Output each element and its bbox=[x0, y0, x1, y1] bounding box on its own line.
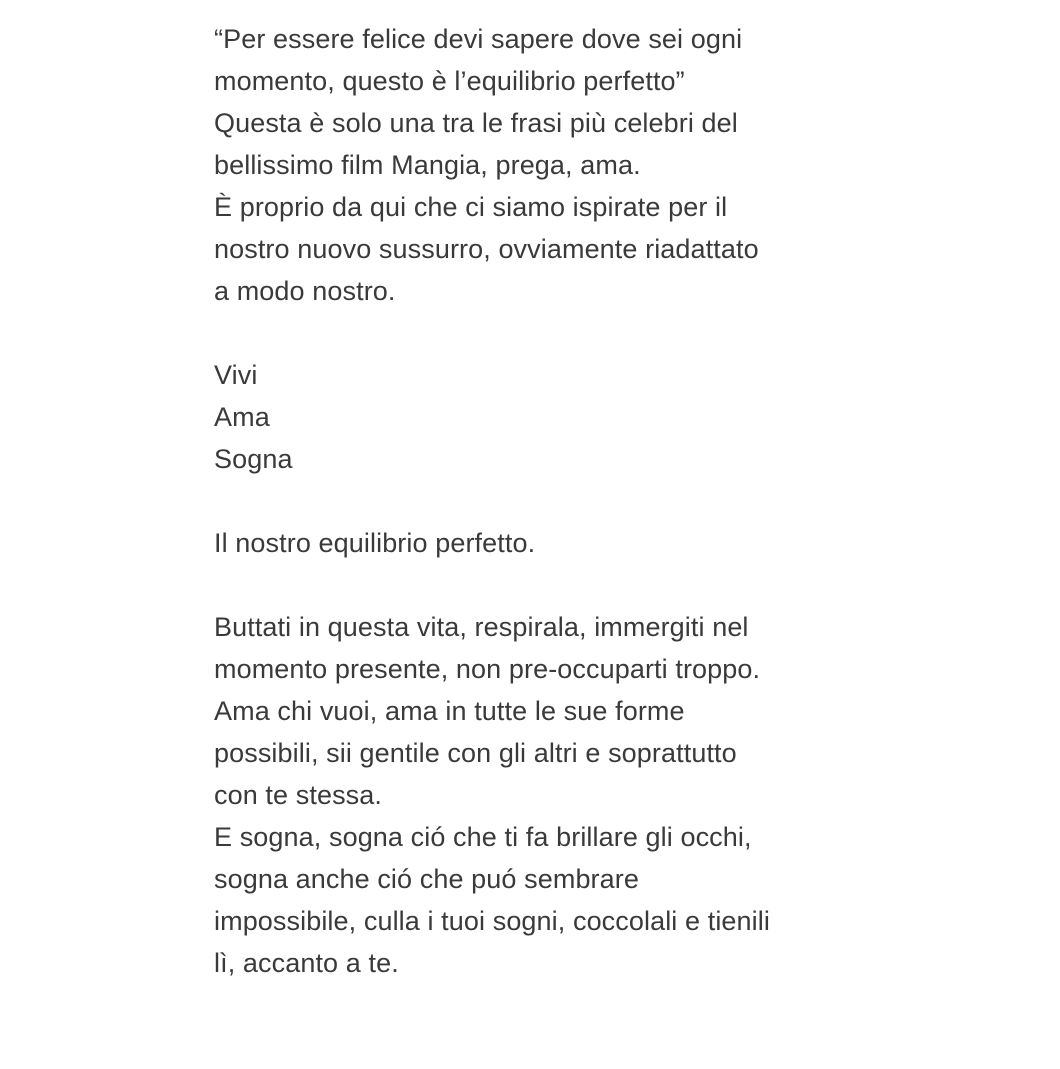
paragraph-gap bbox=[214, 480, 974, 522]
text-line: con te stessa. bbox=[214, 780, 382, 810]
text-line: “Per essere felice devi sapere dove sei ogni bbox=[214, 24, 743, 54]
equilibrium-paragraph bbox=[214, 522, 974, 564]
text-line: lì, accanto a te. bbox=[214, 948, 399, 978]
paragraph-gap bbox=[214, 312, 974, 354]
paragraph-gap bbox=[214, 564, 974, 606]
document-text bbox=[214, 18, 974, 984]
text-line: Ama chi vuoi, ama in tutte le sue forme bbox=[214, 696, 685, 726]
list-item-ama: Ama bbox=[214, 402, 270, 432]
word-list bbox=[214, 354, 974, 480]
intro-paragraph bbox=[214, 18, 974, 312]
closing-paragraph bbox=[214, 606, 974, 984]
text-line: impossibile, culla i tuoi sogni, coccolali e tienili bbox=[214, 906, 770, 936]
list-item-vivi: Vivi bbox=[214, 360, 258, 390]
list-item-sogna: Sogna bbox=[214, 444, 293, 474]
text-line: momento, questo è l’equilibrio perfetto” bbox=[214, 66, 685, 96]
text-line: nostro nuovo sussurro, ovviamente riadattato bbox=[214, 234, 759, 264]
text-line: È proprio da qui che ci siamo ispirate per il bbox=[214, 192, 728, 222]
text-line: Il nostro equilibrio perfetto. bbox=[214, 528, 536, 558]
text-line: possibili, sii gentile con gli altri e soprattutto bbox=[214, 738, 737, 768]
text-line: a modo nostro. bbox=[214, 276, 396, 306]
text-line: bellissimo film Mangia, prega, ama. bbox=[214, 150, 641, 180]
text-line: sogna anche ció che puó sembrare bbox=[214, 864, 639, 894]
text-line: Buttati in questa vita, respirala, immergiti nel bbox=[214, 612, 749, 642]
text-line: Questa è solo una tra le frasi più celebri del bbox=[214, 108, 738, 138]
text-line: momento presente, non pre-occuparti troppo. bbox=[214, 654, 761, 684]
text-line: E sogna, sogna ció che ti fa brillare gli occhi, bbox=[214, 822, 752, 852]
